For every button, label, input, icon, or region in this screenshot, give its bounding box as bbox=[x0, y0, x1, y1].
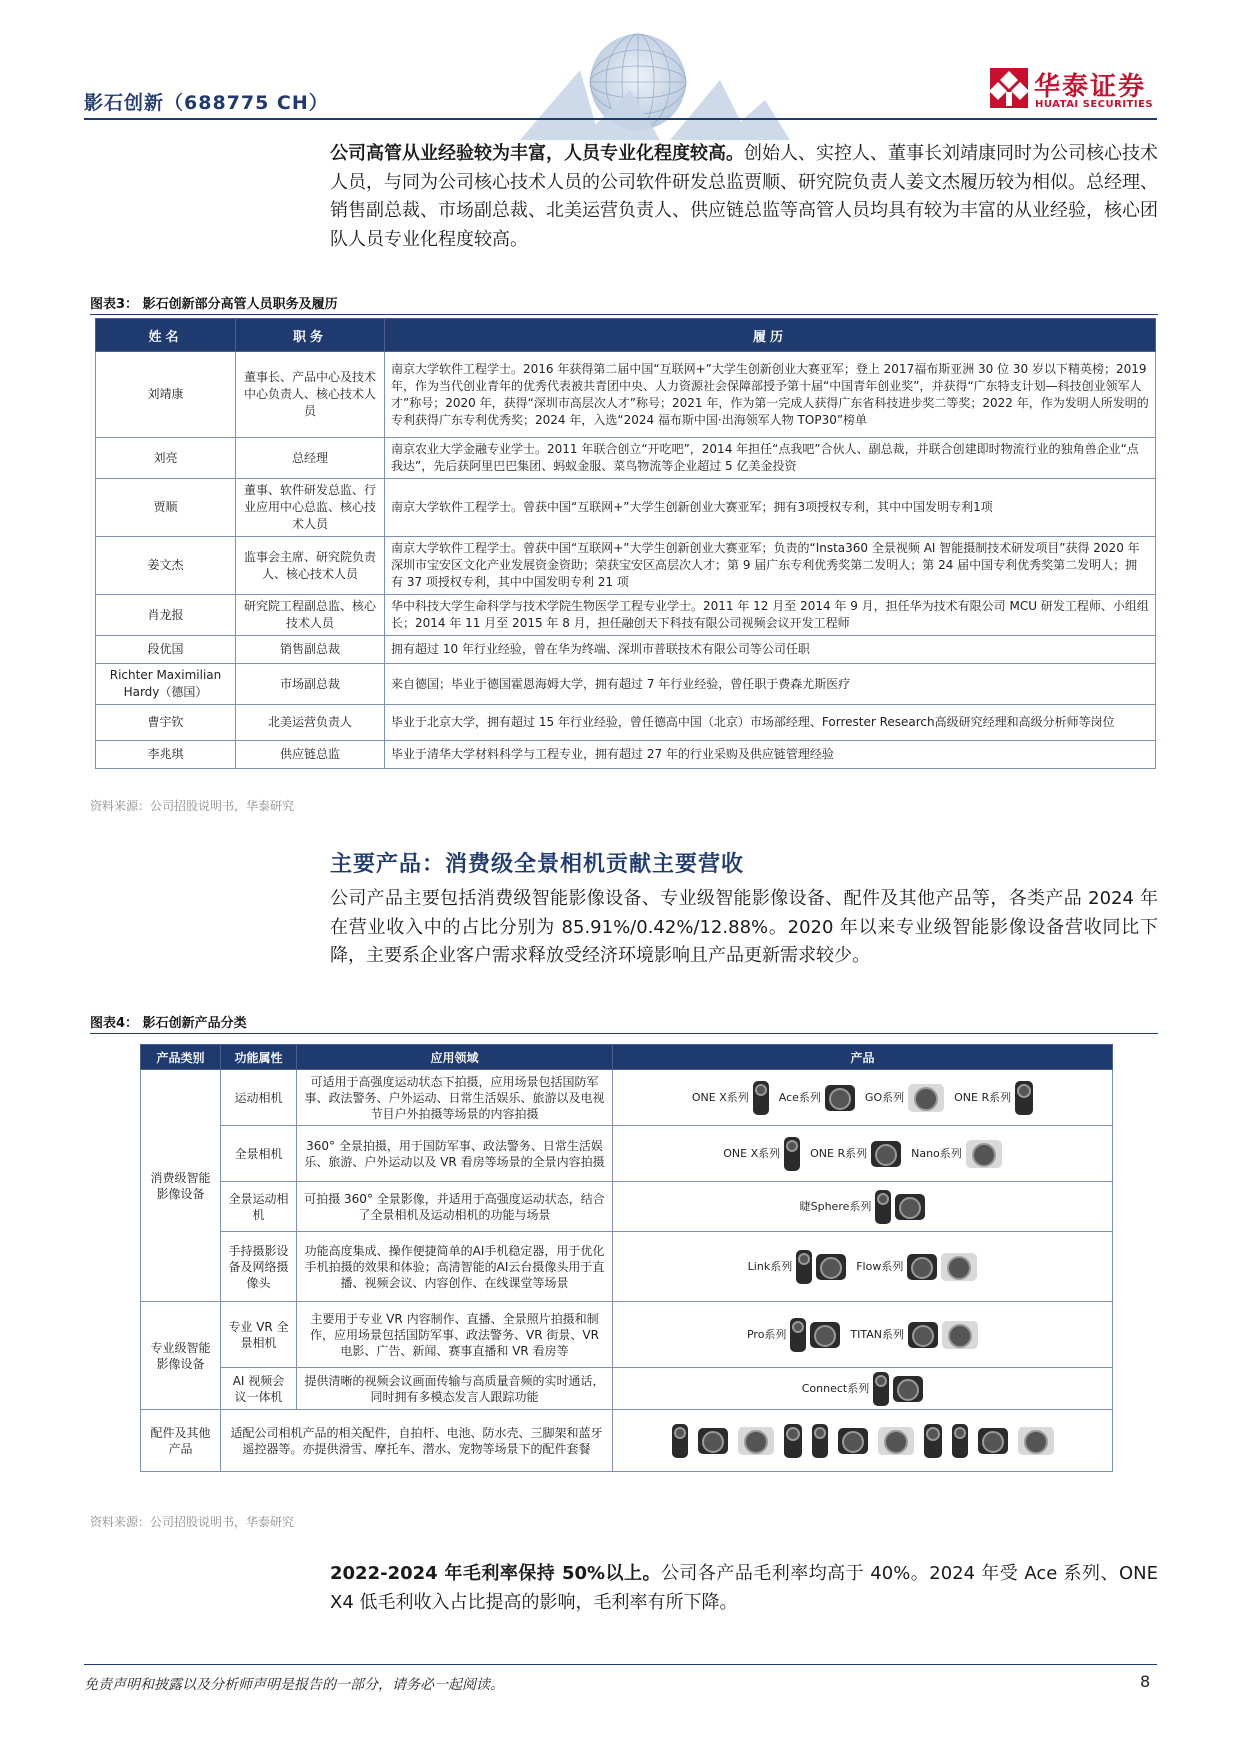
product-image-icon bbox=[924, 1424, 942, 1458]
product-cell bbox=[613, 1368, 1113, 1410]
product-image-icon bbox=[784, 1424, 802, 1458]
page-number: 8 bbox=[1140, 1672, 1151, 1691]
product-item bbox=[802, 1372, 923, 1406]
product-image-icon bbox=[790, 1318, 806, 1352]
product-series-label: Ace系列 bbox=[778, 1090, 821, 1104]
figure-4-source: 资料来源：公司招股说明书，华泰研究 bbox=[90, 1515, 295, 1529]
product-image-icon bbox=[838, 1428, 868, 1454]
product-series-label: ONE X系列 bbox=[691, 1090, 749, 1104]
exec-name: 刘亮 bbox=[96, 438, 236, 479]
paragraph-body: 公司各产品毛利率均高于 40%。2024 年受 Ace 系列、ONE X4 低毛利收入占比提高的影响，毛利率有所下降。 bbox=[330, 1563, 1158, 1613]
exec-role: 北美运营负责人 bbox=[236, 705, 385, 741]
product-image-icon bbox=[978, 1428, 1008, 1454]
product-image-icon bbox=[672, 1424, 688, 1458]
product-item bbox=[954, 1081, 1033, 1115]
table-row bbox=[141, 1070, 1113, 1126]
exec-role: 监事会主席、研究院负责人、核心技术人员 bbox=[236, 537, 385, 595]
header-bio: 履历 bbox=[385, 319, 1156, 352]
application-field: 主要用于专业 VR 内容制作、直播、全景照片拍摄和制作，应用场景包括国防军事、政法警务、VR 街景、VR 电影、广告、新闻、赛事直播和 VR 看房等 bbox=[297, 1302, 613, 1368]
header-role: 职务 bbox=[236, 319, 385, 352]
product-cell bbox=[613, 1182, 1113, 1232]
function-attribute: AI 视频会议一体机 bbox=[221, 1368, 297, 1410]
product-list bbox=[619, 1137, 1106, 1171]
product-image-icon bbox=[952, 1424, 968, 1458]
product-series-label: Link系列 bbox=[747, 1259, 793, 1273]
product-list bbox=[619, 1190, 1106, 1224]
table-header-row bbox=[141, 1045, 1113, 1070]
figure-3-caption: 图表3： 影石创新部分高管人员职务及履历 bbox=[90, 297, 338, 312]
exec-name: 肖龙报 bbox=[96, 595, 236, 636]
product-category: 专业级智能影像设备 bbox=[141, 1302, 221, 1410]
product-image-icon bbox=[942, 1321, 978, 1349]
product-series-label: Pro系列 bbox=[746, 1327, 787, 1341]
product-item bbox=[692, 1081, 769, 1115]
table-row bbox=[96, 595, 1156, 636]
product-image-icon bbox=[796, 1250, 812, 1284]
exec-name: 段优国 bbox=[96, 636, 236, 664]
product-series-label: Connect系列 bbox=[801, 1381, 870, 1395]
paragraph-lead: 2022-2024 年毛利率保持 50%以上。 bbox=[330, 1563, 661, 1584]
application-field: 可适用于高强度运动状态下拍摄，应用场景包括国防军事、政法警务、户外运动、日常生活娱乐、旅游以及电视节目户外拍摄等场景的内容拍摄 bbox=[297, 1070, 613, 1126]
table-row bbox=[96, 636, 1156, 664]
exec-name: Richter Maximilian Hardy（德国） bbox=[96, 664, 236, 705]
exec-bio: 华中科技大学生命科学与技术学院生物医学工程专业学士。2011 年 12 月至 2014 年 9 月，担任华为技术有限公司 MCU 研发工程师、小组组长；2014 年 11 月至 2015 年 8 月，担任融创天下科技有限公司视频会议开发工程师 bbox=[385, 595, 1156, 636]
table-row bbox=[96, 537, 1156, 595]
product-categories-table bbox=[140, 1044, 1113, 1472]
table-row bbox=[96, 664, 1156, 705]
product-series-label: ONE X系列 bbox=[723, 1146, 781, 1160]
product-series-label: TITAN系列 bbox=[850, 1327, 905, 1341]
product-image-icon bbox=[753, 1081, 769, 1115]
product-image-icon bbox=[825, 1085, 855, 1111]
footer-divider bbox=[84, 1664, 1157, 1665]
footer-disclaimer: 免责声明和披露以及分析师声明是报告的一部分，请务必一起阅读。 bbox=[84, 1677, 504, 1693]
application-field: 可拍摄 360° 全景影像，并适用于高强度运动状态，结合了全景相机及运动相机的功能与场景 bbox=[297, 1182, 613, 1232]
product-series-label: ONE R系列 bbox=[954, 1090, 1012, 1104]
exec-role: 供应链总监 bbox=[236, 741, 385, 769]
exec-bio: 南京大学软件工程学士。曾获中国“互联网+”大学生创新创业大赛亚军；拥有3项授权专利，其中中国发明专利1项 bbox=[385, 479, 1156, 537]
exec-name: 刘靖康 bbox=[96, 352, 236, 438]
product-image-icon bbox=[784, 1137, 800, 1171]
paragraph-body: 创始人、实控人、董事长刘靖康同时为公司核心技术人员，与同为公司核心技术人员的公司软件研发总监贾顺、研究院负责人姜文杰履历较为相似。总经理、销售副总裁、市场副总裁、北美运营负责人、供应链总监等高管人员均具有较为丰富的从业经验，核心团队人员专业化程度较高。 bbox=[330, 143, 1158, 250]
table-row bbox=[96, 705, 1156, 741]
product-image-icon bbox=[908, 1084, 944, 1112]
product-image-icon bbox=[895, 1194, 925, 1220]
product-image-icon bbox=[816, 1254, 846, 1280]
table-row bbox=[96, 352, 1156, 438]
exec-role: 董事、软件研发总监、行业应用中心总监、核心技术人员 bbox=[236, 479, 385, 537]
product-cell bbox=[613, 1232, 1113, 1302]
header-name: 姓名 bbox=[96, 319, 236, 352]
figure-3-rule bbox=[90, 314, 1158, 315]
exec-name: 李兆琪 bbox=[96, 741, 236, 769]
function-attribute: 专业 VR 全景相机 bbox=[221, 1302, 297, 1368]
exec-role: 董事长、产品中心及技术中心负责人、核心技术人员 bbox=[236, 352, 385, 438]
paragraph-products: 公司产品主要包括消费级智能影像设备、专业级智能影像设备、配件及其他产品等，各类产品 2024 年在营业收入中的占比分别为 85.91%/0.42%/12.88%。2020 年以来专业级智能影像设备营收同比下降，主要系企业客户需求释放受经济环境影响且产品更新需求较少。 bbox=[330, 888, 1158, 966]
report-title: 影石创新（688775 CH） bbox=[84, 92, 329, 114]
product-image-icon bbox=[873, 1372, 889, 1406]
product-image-icon bbox=[810, 1322, 840, 1348]
product-item bbox=[779, 1085, 855, 1111]
figure-4-rule bbox=[90, 1033, 1158, 1034]
product-item bbox=[911, 1140, 1002, 1168]
exec-name: 贾顺 bbox=[96, 479, 236, 537]
paragraph-executives bbox=[330, 140, 1158, 254]
exec-bio: 南京大学软件工程学士。曾获中国“互联网+”大学生创新创业大赛亚军；负责的“Insta360 全景视频 AI 智能摄制技术研发项目”获得 2020 年深圳市宝安区文化产业发展资金资助；荣获宝安区高层次人才；第 9 届广东专利优秀奖第二发明人；第 24 届中国专利优秀奖第二发明人；拥有 37 项授权专利，其中中国发明专利 21 项 bbox=[385, 537, 1156, 595]
product-image-icon bbox=[908, 1322, 938, 1348]
table-row bbox=[96, 438, 1156, 479]
product-image-icon bbox=[1018, 1427, 1054, 1455]
application-field: 功能高度集成、操作便捷简单的AI手机稳定器，用于优化手机拍摄的效果和体验；高清智能的AI云台摄像头用于直播、视频会议、内容创作、在线课堂等场景 bbox=[297, 1232, 613, 1302]
globe-banner-graphic bbox=[520, 30, 790, 140]
product-list bbox=[619, 1250, 1106, 1284]
product-series-label: Nano系列 bbox=[911, 1146, 962, 1160]
product-item bbox=[865, 1084, 944, 1112]
product-category: 消费级智能影像设备 bbox=[141, 1070, 221, 1302]
product-list bbox=[619, 1318, 1106, 1352]
header-attribute: 功能属性 bbox=[221, 1045, 297, 1070]
function-attribute: 全景相机 bbox=[221, 1126, 297, 1182]
product-image-icon bbox=[871, 1141, 901, 1167]
product-series-label: Flow系列 bbox=[856, 1259, 904, 1273]
exec-role: 研究院工程副总监、核心技术人员 bbox=[236, 595, 385, 636]
function-attribute: 全景运动相机 bbox=[221, 1182, 297, 1232]
table-row bbox=[141, 1410, 1113, 1472]
product-image-icon bbox=[966, 1140, 1002, 1168]
header-divider bbox=[84, 118, 1157, 120]
function-attribute: 手持摄影设备及网络摄像头 bbox=[221, 1232, 297, 1302]
product-image-icon bbox=[907, 1254, 937, 1280]
product-item bbox=[748, 1250, 847, 1284]
product-category: 配件及其他产品 bbox=[141, 1410, 221, 1472]
product-item bbox=[810, 1141, 901, 1167]
product-cell bbox=[613, 1070, 1113, 1126]
table-row bbox=[96, 741, 1156, 769]
product-list bbox=[619, 1424, 1106, 1458]
product-item bbox=[723, 1137, 800, 1171]
product-series-label: 睫Sphere系列 bbox=[799, 1199, 872, 1213]
product-item bbox=[856, 1253, 977, 1281]
product-image-icon bbox=[875, 1190, 891, 1224]
product-item bbox=[850, 1321, 978, 1349]
table-row bbox=[141, 1182, 1113, 1232]
product-image-icon bbox=[1015, 1081, 1033, 1115]
product-image-icon bbox=[698, 1428, 728, 1454]
product-item bbox=[800, 1190, 926, 1224]
product-item bbox=[747, 1318, 840, 1352]
section-heading: 主要产品：消费级全景相机贡献主要营收 bbox=[330, 852, 745, 877]
executives-table bbox=[95, 318, 1156, 769]
product-series-label: ONE R系列 bbox=[810, 1146, 868, 1160]
product-image-icon bbox=[738, 1427, 774, 1455]
product-cell bbox=[613, 1126, 1113, 1182]
paragraph-lead: 公司高管从业经验较为丰富，人员专业化程度较高。 bbox=[330, 143, 744, 164]
product-image-icon bbox=[941, 1253, 977, 1281]
product-list bbox=[619, 1081, 1106, 1115]
logo-chinese-name: 华泰证券 bbox=[1034, 72, 1147, 102]
product-cell bbox=[613, 1302, 1113, 1368]
huatai-logo bbox=[990, 66, 1160, 116]
table-row bbox=[141, 1126, 1113, 1182]
function-attribute: 运动相机 bbox=[221, 1070, 297, 1126]
exec-name: 曹宇钦 bbox=[96, 705, 236, 741]
product-image-icon bbox=[893, 1376, 923, 1402]
table-row bbox=[141, 1302, 1113, 1368]
paragraph-gross-margin bbox=[330, 1560, 1158, 1617]
exec-bio: 南京大学软件工程学士。2016 年获得第二届中国“互联网+”大学生创新创业大赛亚军；登上 2017福布斯亚洲 30 位 30 岁以下精英榜；2019 年，作为当代创业青年的优秀代表被共青团中央、人力资源社会保障部授予第十届“中国青年创业奖”，并获得“广东特支计划—科技创业领军人才”称号；2020 年，获得“深圳市高层次人才”称号；2021 年，作为第一完成人获得广东省科技进步奖二等奖；2022 年，作为发明人所发明的专利获得广东专利优秀奖；2024 年，入选“2024 福布斯中国·出海领军人物 TOP30”榜单 bbox=[385, 352, 1156, 438]
figure-4-caption: 图表4： 影石创新产品分类 bbox=[90, 1016, 247, 1031]
product-list bbox=[619, 1372, 1106, 1406]
exec-role: 市场副总裁 bbox=[236, 664, 385, 705]
exec-bio: 毕业于清华大学材料科学与工程专业，拥有超过 27 年的行业采购及供应链管理经验 bbox=[385, 741, 1156, 769]
product-image-icon bbox=[878, 1427, 914, 1455]
exec-name: 姜文杰 bbox=[96, 537, 236, 595]
header-products: 产品 bbox=[613, 1045, 1113, 1070]
exec-bio: 拥有超过 10 年行业经验，曾在华为终端、深圳市普联技术有限公司等公司任职 bbox=[385, 636, 1156, 664]
exec-role: 总经理 bbox=[236, 438, 385, 479]
product-series-label: GO系列 bbox=[864, 1090, 905, 1104]
header-application: 应用领域 bbox=[297, 1045, 613, 1070]
application-field: 提供清晰的视频会议画面传输与高质量音频的实时通话，同时拥有多模态发言人跟踪功能 bbox=[297, 1368, 613, 1410]
figure-3-source: 资料来源：公司招股说明书，华泰研究 bbox=[90, 799, 295, 813]
application-field: 360° 全景拍摄，用于国防军事、政法警务、日常生活娱乐、旅游、户外运动以及 VR 看房等场景的全景内容拍摄 bbox=[297, 1126, 613, 1182]
header-category: 产品类别 bbox=[141, 1045, 221, 1070]
table-row bbox=[141, 1232, 1113, 1302]
table-header-row bbox=[96, 319, 1156, 352]
table-row bbox=[141, 1368, 1113, 1410]
exec-bio: 来自德国；毕业于德国霍恩海姆大学，拥有超过 7 年行业经验，曾任职于费森尤斯医疗 bbox=[385, 664, 1156, 705]
exec-bio: 毕业于北京大学，拥有超过 15 年行业经验，曾任德高中国（北京）市场部经理、Forrester Research高级研究经理和高级分析师等岗位 bbox=[385, 705, 1156, 741]
exec-bio: 南京农业大学金融专业学士。2011 年联合创立“开吃吧”，2014 年担任“点我吧”合伙人、副总裁，并联合创建即时物流行业的独角兽企业“点我达”，先后获阿里巴巴集团、蚂蚁金服、菜鸟物流等企业超过 5 亿美金投资 bbox=[385, 438, 1156, 479]
huatai-logo-icon bbox=[990, 68, 1028, 108]
logo-english-name: HUATAI SECURITIES bbox=[1035, 99, 1154, 110]
application-field: 适配公司相机产品的相关配件，自拍杆、电池、防水壳、三脚架和蓝牙遥控器等。亦提供滑雪、摩托车、潜水、宠物等场景下的配件套餐 bbox=[221, 1410, 613, 1472]
product-image-icon bbox=[812, 1424, 828, 1458]
exec-role: 销售副总裁 bbox=[236, 636, 385, 664]
table-row bbox=[96, 479, 1156, 537]
product-cell bbox=[613, 1410, 1113, 1472]
